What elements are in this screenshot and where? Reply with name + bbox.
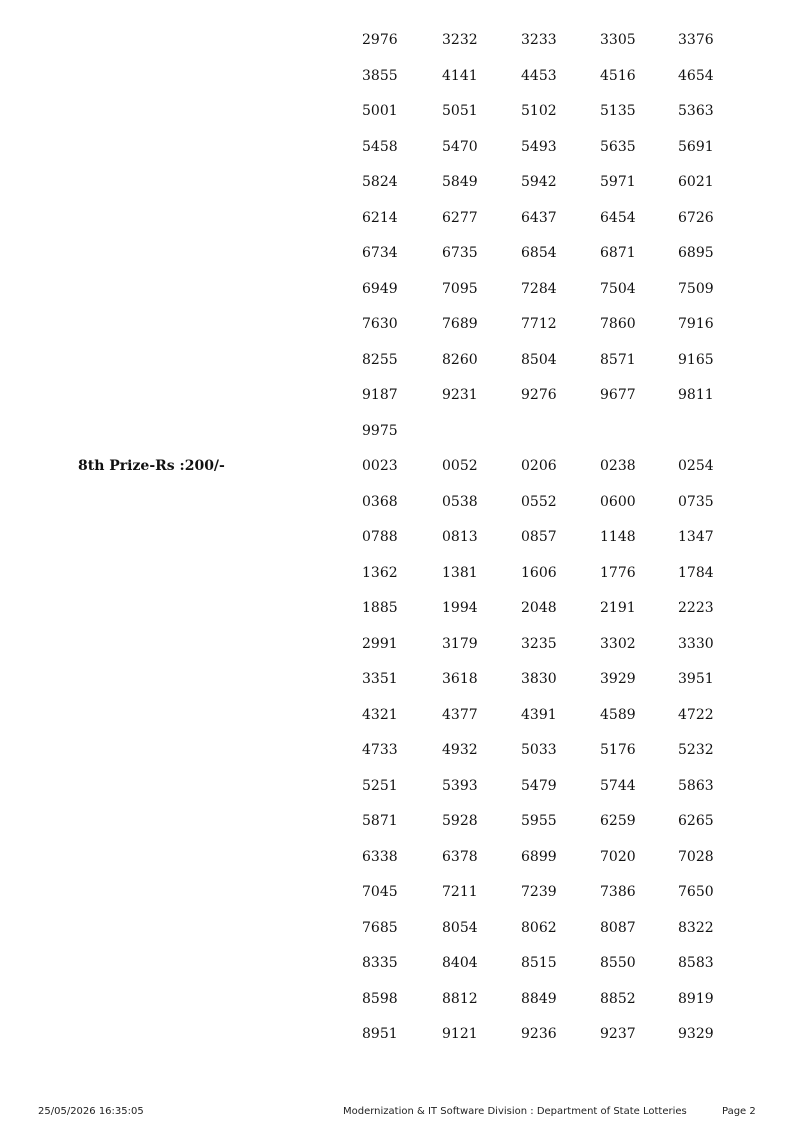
ticket-number: 4391 [521,706,557,723]
ticket-number: 4932 [442,742,478,758]
ticket-number: 7650 [678,884,714,900]
ticket-number: 0538 [442,493,478,510]
ticket-number: 4654 [678,67,714,84]
ticket-number: 5744 [600,777,636,794]
ticket-number: 0788 [362,529,398,545]
ticket-number: 3305 [600,32,636,48]
result-row [0,556,800,592]
ticket-number: 6949 [362,280,398,297]
ticket-number: 7509 [678,280,714,297]
ticket-number: 6454 [600,209,636,226]
ticket-number: 5871 [362,813,398,829]
ticket-number: 8583 [678,955,714,971]
ticket-number: 7630 [362,316,398,332]
ticket-number: 1381 [442,564,478,581]
footer-division: Modernization & IT Software Division : Department of State Lotteries [343,1106,687,1117]
ticket-number: 3929 [600,671,636,687]
ticket-number: 3233 [521,32,557,48]
ticket-number: 9121 [442,1026,478,1042]
ticket-number: 9811 [678,387,714,403]
result-row [0,343,800,379]
result-row [0,307,800,343]
ticket-number: 7239 [521,884,557,900]
result-row [0,875,800,911]
ticket-number: 6214 [362,209,398,226]
ticket-number: 6259 [600,813,636,829]
ticket-number: 8849 [521,990,557,1007]
ticket-number: 9187 [362,387,398,403]
ticket-number: 7860 [600,316,636,332]
result-row [0,414,800,450]
ticket-number: 8598 [362,990,398,1007]
ticket-number: 9677 [600,387,636,403]
ticket-number: 6735 [442,245,478,261]
ticket-number: 6265 [678,813,714,829]
ticket-number: 8812 [442,990,478,1007]
ticket-number: 5470 [442,138,478,155]
ticket-number: 3302 [600,635,636,652]
ticket-number: 6734 [362,245,398,261]
ticket-number: 1994 [442,600,478,616]
ticket-number: 6871 [600,245,636,261]
ticket-number: 7095 [442,280,478,297]
result-row [0,201,800,237]
ticket-number: 7284 [521,280,557,297]
ticket-number: 0552 [521,493,557,510]
ticket-number: 0368 [362,493,398,510]
result-row [0,272,800,308]
ticket-number: 9276 [521,387,557,403]
ticket-number: 6726 [678,209,714,226]
ticket-number: 8260 [442,351,478,368]
ticket-number: 3376 [678,32,714,48]
ticket-number: 8515 [521,955,557,971]
ticket-number: 9975 [362,422,398,439]
ticket-number: 6437 [521,209,557,226]
ticket-number: 8054 [442,919,478,936]
ticket-number: 4589 [600,706,636,723]
ticket-number: 0254 [678,458,714,474]
prize-label: 8th Prize-Rs :200/- [78,458,225,474]
ticket-number: 8951 [362,1026,398,1042]
result-row [0,59,800,95]
ticket-number: 2223 [678,600,714,616]
ticket-number: 7689 [442,316,478,332]
footer-timestamp: 25/05/2026 16:35:05 [38,1106,144,1117]
ticket-number: 4722 [678,706,714,723]
ticket-number: 9165 [678,351,714,368]
ticket-number: 4516 [600,67,636,84]
ticket-number: 0023 [362,458,398,474]
result-row [0,733,800,769]
ticket-number: 6277 [442,209,478,226]
result-row [0,165,800,201]
ticket-number: 8550 [600,955,636,971]
ticket-number: 5849 [442,174,478,190]
ticket-number: 6021 [678,174,714,190]
ticket-number: 1362 [362,564,398,581]
result-row [0,698,800,734]
ticket-number: 8322 [678,919,714,936]
ticket-number: 4733 [362,742,398,758]
result-row [0,804,800,840]
ticket-number: 6338 [362,848,398,865]
ticket-number: 5635 [600,138,636,155]
ticket-number: 8571 [600,351,636,368]
result-row [0,94,800,130]
ticket-number: 3351 [362,671,398,687]
ticket-number: 5393 [442,777,478,794]
ticket-number: 0600 [600,493,636,510]
ticket-number: 0857 [521,529,557,545]
ticket-number: 9236 [521,1026,557,1042]
ticket-number: 4321 [362,706,398,723]
ticket-number: 0052 [442,458,478,474]
ticket-number: 8335 [362,955,398,971]
ticket-number: 5493 [521,138,557,155]
ticket-number: 4377 [442,706,478,723]
ticket-number: 5051 [442,103,478,119]
ticket-number: 4141 [442,67,478,84]
ticket-number: 5928 [442,813,478,829]
ticket-number: 3830 [521,671,557,687]
ticket-number: 8087 [600,919,636,936]
result-row [0,378,800,414]
result-row [0,130,800,166]
ticket-number: 3179 [442,635,478,652]
ticket-number: 3232 [442,32,478,48]
ticket-number: 5942 [521,174,557,190]
ticket-number: 7386 [600,884,636,900]
result-row [0,769,800,805]
ticket-number: 7045 [362,884,398,900]
ticket-number: 5955 [521,813,557,829]
ticket-number: 2991 [362,635,398,652]
ticket-number: 9329 [678,1026,714,1042]
ticket-number: 5691 [678,138,714,155]
ticket-number: 3855 [362,67,398,84]
ticket-number: 5479 [521,777,557,794]
ticket-number: 4453 [521,67,557,84]
ticket-number: 5363 [678,103,714,119]
ticket-number: 3235 [521,635,557,652]
ticket-number: 8404 [442,955,478,971]
ticket-number: 1606 [521,564,557,581]
result-row [0,236,800,272]
ticket-number: 5251 [362,777,398,794]
ticket-number: 6899 [521,848,557,865]
ticket-number: 5458 [362,138,398,155]
ticket-number: 5102 [521,103,557,119]
result-row [0,627,800,663]
result-row [0,520,800,556]
ticket-number: 7712 [521,316,557,332]
result-row [0,662,800,698]
footer-page-number: Page 2 [722,1106,756,1117]
ticket-number: 0238 [600,458,636,474]
result-row [0,23,800,59]
ticket-number: 7685 [362,919,398,936]
result-row [0,485,800,521]
ticket-number: 5033 [521,742,557,758]
result-row [0,840,800,876]
ticket-number: 3330 [678,635,714,652]
ticket-number: 5232 [678,742,714,758]
ticket-number: 1148 [600,529,636,545]
ticket-number: 8852 [600,990,636,1007]
result-row [0,911,800,947]
ticket-number: 6378 [442,848,478,865]
ticket-number: 5001 [362,103,398,119]
ticket-number: 8919 [678,990,714,1007]
ticket-number: 8504 [521,351,557,368]
ticket-number: 0206 [521,458,557,474]
ticket-number: 7916 [678,316,714,332]
result-row [0,982,800,1018]
ticket-number: 0813 [442,529,478,545]
ticket-number: 1776 [600,564,636,581]
result-row [0,449,800,485]
ticket-number: 2976 [362,32,398,48]
ticket-number: 6895 [678,245,714,261]
ticket-number: 2048 [521,600,557,616]
ticket-number: 5135 [600,103,636,119]
ticket-number: 7504 [600,280,636,297]
ticket-number: 9237 [600,1026,636,1042]
ticket-number: 6854 [521,245,557,261]
ticket-number: 7028 [678,848,714,865]
ticket-number: 1885 [362,600,398,616]
result-row [0,1017,800,1053]
ticket-number: 5176 [600,742,636,758]
ticket-number: 0735 [678,493,714,510]
result-row [0,946,800,982]
ticket-number: 3951 [678,671,714,687]
ticket-number: 5824 [362,174,398,190]
ticket-number: 1347 [678,529,714,545]
result-row [0,591,800,627]
ticket-number: 7211 [442,884,478,900]
ticket-number: 8062 [521,919,557,936]
ticket-number: 5863 [678,777,714,794]
ticket-number: 9231 [442,387,478,403]
ticket-number: 7020 [600,848,636,865]
ticket-number: 5971 [600,174,636,190]
ticket-number: 1784 [678,564,714,581]
ticket-number: 8255 [362,351,398,368]
ticket-number: 2191 [600,600,636,616]
ticket-number: 3618 [442,671,478,687]
